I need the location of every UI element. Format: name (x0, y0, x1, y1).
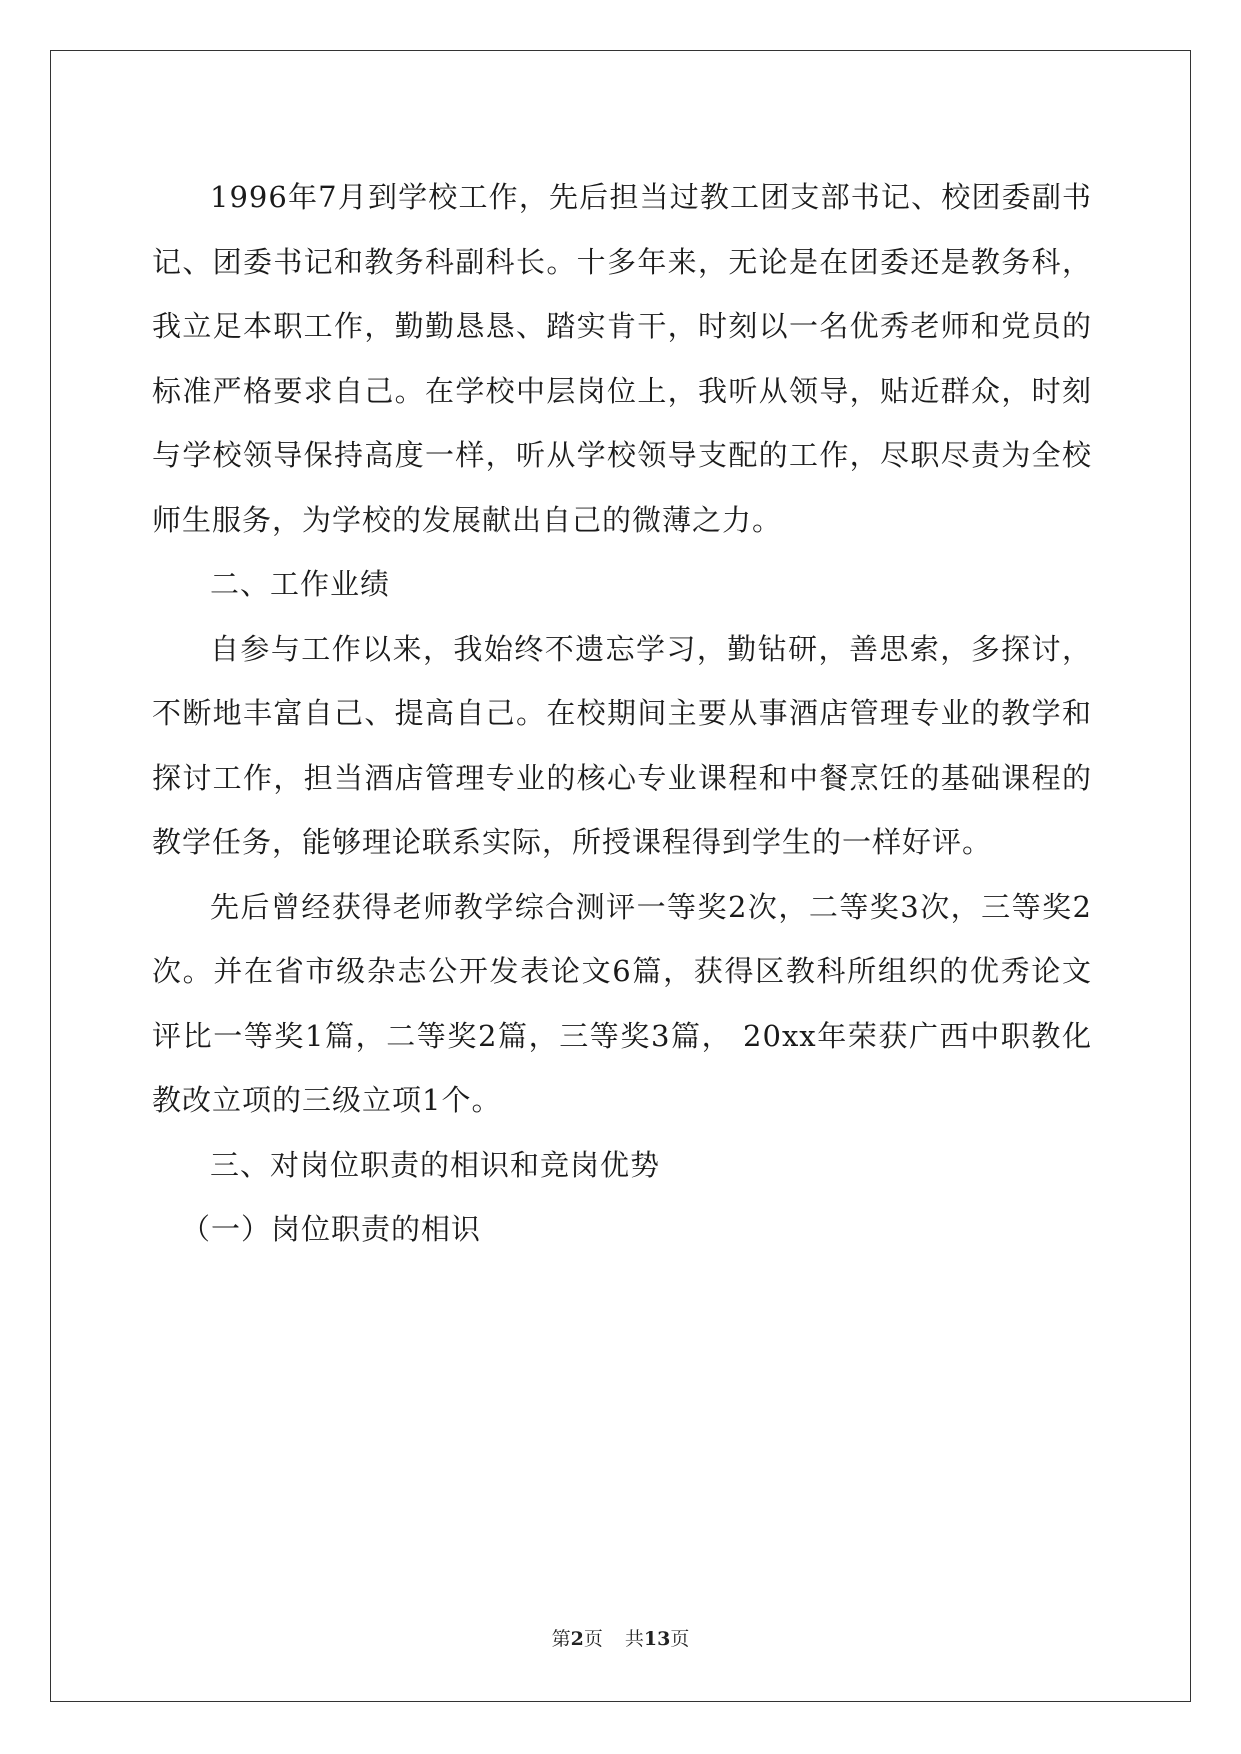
page-footer (0, 1624, 1241, 1651)
total-prefix: 共 (624, 1628, 644, 1650)
document-body (152, 165, 1092, 1262)
paragraph-work-history: 1996年7月到学校工作，先后担当过教工团支部书记、校团委副书记、团委书记和教务科副科长。十多年来，无论是在团委还是教务科，我立足本职工作，勤勤恳恳、踏实肯干，时刻以一名优秀老师和党员的标准严格要求自己。在学校中层岗位上，我听从领导，贴近群众，时刻与学校领导保持高度一样，听从学校领导支配的工作，尽职尽责为全校师生服务，为学校的发展献出自己的微薄之力。 (152, 180, 1092, 537)
page-prefix: 第 (551, 1628, 571, 1650)
total-pages: 13 (643, 1628, 671, 1650)
heading-work-achievements: 二、工作业绩 (210, 567, 391, 601)
paragraph-awards: 先后曾经获得老师教学综合测评一等奖2次，二等奖3次，三等奖2次。并在省市级杂志公开发表论文6篇，获得区教科所组织的优秀论文评比一等奖1篇，二等奖2篇，三等奖3篇， 20xx年荣获广西中职教化教改立项的三级立项1个。 (152, 889, 1092, 1117)
subheading-job-duties: （一）岗位职责的相识 (181, 1212, 482, 1246)
page-suffix: 页 (583, 1628, 603, 1650)
paragraph-learning-teaching: 自参与工作以来，我始终不遗忘学习，勤钻研，善思索，多探讨，不断地丰富自己、提高自己。在校期间主要从事酒店管理专业的教学和探讨工作，担当酒店管理专业的核心专业课程和中餐烹饪的基础课程的教学任务，能够理论联系实际，所授课程得到学生的一样好评。 (152, 631, 1092, 859)
heading-job-understanding: 三、对岗位职责的相识和竞岗优势 (210, 1147, 661, 1182)
page-number: 2 (570, 1628, 584, 1650)
total-suffix: 页 (670, 1628, 690, 1650)
